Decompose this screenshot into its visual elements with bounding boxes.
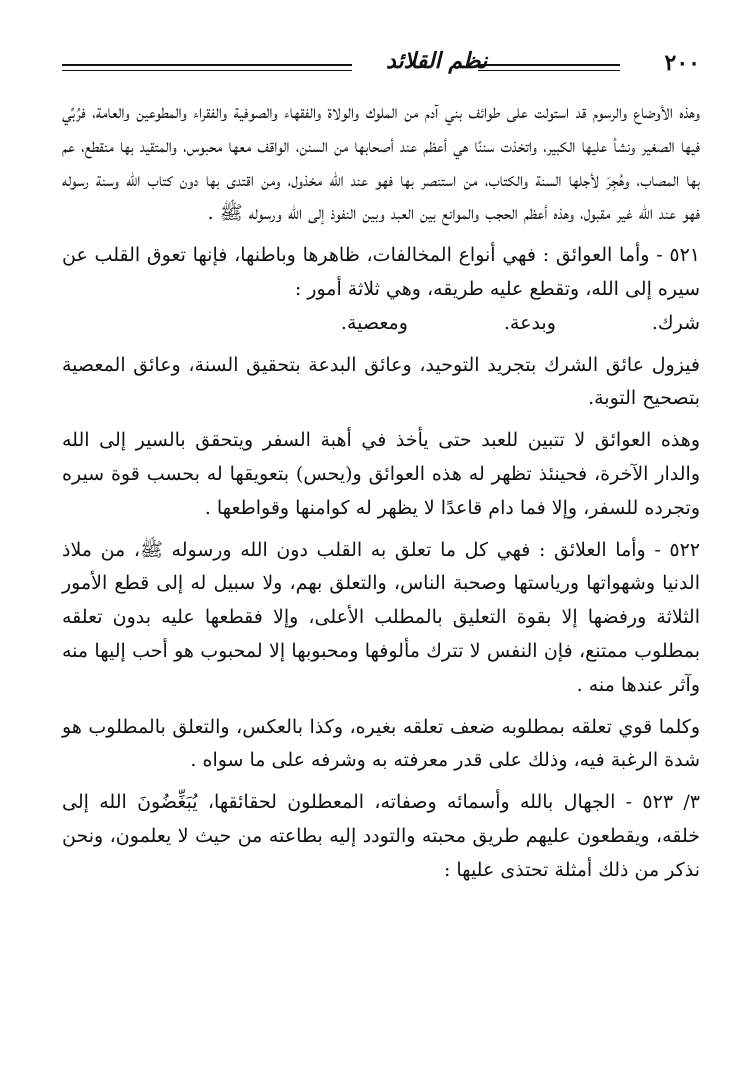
paragraph-522: ٥٢٢ - وأما العلائق : فهي كل ما تعلق به القلب دون الله ورسوله ﷺ، من ملاذ الدنيا وشهواتها ورياستها وصحبة الناس، والتعلق بهم، ولا سبيل له إلى قطع الأمور الثلاثة ورفضها إلا بقوة التعليق بالمطلب الأعلى، وإلا فقطعها عليه بدون تعلقه بمطلوب ممتنع، فإن النفس لا تترك مألوفها ومحبوبها إلا لمحبوب هو أحب إليها منه وآثر عندها منه . [62,538,700,696]
obstacle-bidah: وبدعة. [503,311,556,334]
header-rule-left-thin [62,70,352,71]
paragraph-521: ٥٢١ - وأما العوائق : فهي أنواع المخالفات، ظاهرها وباطنها، فإنها تعوق القلب عن سيره إلى الله، وتقطع عليه طريقه، وهي ثلاثة أمور : [62,244,700,300]
paragraph-attachment: وكلما قوي تعلقه بمطلوبه ضعف تعلقه بغيره، وكذا بالعكس، والتعلق بالمطلوب هو شدة الرغبة فيه، وذلك على قدر معرفته به وشرفه على ما سواه . [62,715,700,772]
paragraph-removal: فيزول عائق الشرك بتجريد التوحيد، وعائق البدعة بتحقيق السنة، وعائق المعصية بتصحيح التوبة. [62,353,700,410]
running-title: نظم القلائد [386,48,488,74]
header-rule-right-thin [478,70,620,71]
paragraph-523: ٣/ ٥٢٣ - الجهال بالله وأسمائه وصفاته، المعطلون لحقائقها، يُبَغِّضُونَ الله إلى خلقه، ويقطعون عليهم طريق محبته والتودد إليه بطاعته من حيث لا يعلمون، ونحن نذكر من ذلك أمثلة تحتذى عليها : [62,791,700,881]
header-rule-right [478,64,620,66]
obstacles-list [62,307,700,341]
paragraph-customs: وهذه الأوضاع والرسوم قد استولت على طوائف بني آدم من الملوك والولاة والفقهاء والصوفية والفقراء والمطوعين والعامة، فرُبِّي فيها الصغير ونشأ عليها الكبير، واتخذت سننًا هي أعظم عند أصحابها من السنن، الواقف معها محبوس، والمتقيد بها منقطع، عم بها المصاب، وهُجِرَ لأجلها السنة والكتاب، من استنصر بها فهو عند الله مخذول، ومن اقتدى بها دون كتاب الله وسنة رسوله فهو عند الله غير مقبول، وهذه أعظم الحجب والموانع بين العبد وبين النفوذ إلى الله ورسوله ﷺ . [62,101,700,225]
obstacle-masiyah: ومعصية. [340,311,408,334]
page-number: ٢٠٠ [664,50,700,76]
obstacle-shirk: شرك. [651,311,700,334]
page-header [62,48,700,88]
header-rule-left [62,64,352,66]
paragraph-obstacles-appear: وهذه العوائق لا تتبين للعبد حتى يأخذ في أهبة السفر ويتحقق بالسير إلى الله والدار الآخرة، فحينئذ تظهر له هذه العوائق و(يحس) بتعويقها له بحسب قوة سيره وتجرده للسفر، وإلا فما دام قاعدًا لا يظهر له كوامنها وقواطعها . [62,429,700,519]
page-body [62,96,700,888]
